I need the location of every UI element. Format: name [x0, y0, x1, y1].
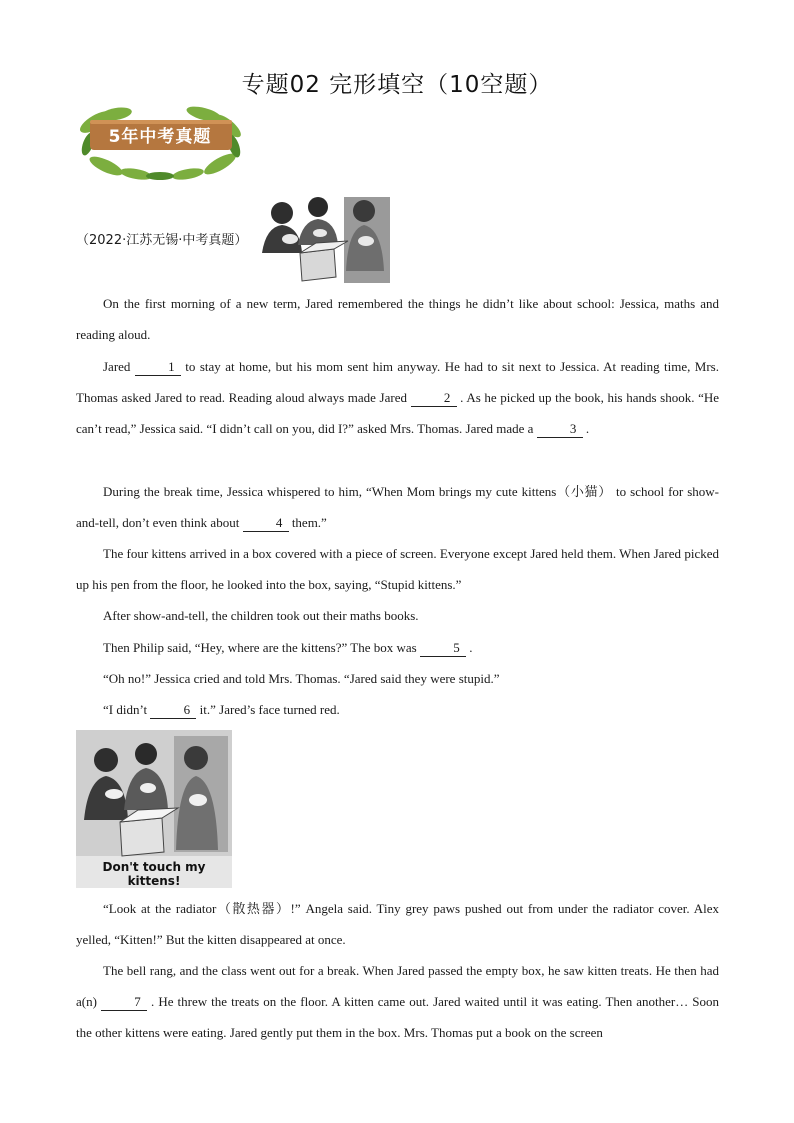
paragraph-5 — [76, 600, 719, 631]
paragraph-7 — [76, 663, 719, 694]
paragraph-6 — [76, 632, 719, 663]
paragraph-text: it.” Jared’s face turned red. — [196, 702, 340, 717]
paragraph-text: “Oh no!” Jessica cried and told Mrs. Thomas. “Jared said they were stupid.” — [103, 671, 500, 686]
image-caption: Don't touch my kittens! — [102, 860, 206, 888]
question-source: （2022·江苏无锡·中考真题） — [76, 233, 248, 248]
paragraph-text: . As he picked up the book, his hands shook. “He can’t read,” Jessica said. “I didn’t call on you, did I?” asked Mrs. Thomas. Jared made a — [76, 390, 719, 436]
children-kittens-icon — [256, 193, 392, 285]
paragraph-text: The bell rang, and the class went out for a break. When Jared passed the empty box, he saw kitten treats. He then had a(n) — [76, 963, 719, 1009]
section-banner — [76, 104, 246, 182]
paragraph-10 — [76, 955, 719, 1048]
paragraph-9 — [76, 893, 719, 955]
blank-1: 1 — [135, 359, 181, 376]
blank-7: 7 — [101, 994, 147, 1011]
paragraph-text: The four kittens arrived in a box covered with a piece of screen. Everyone except Jared held them. When Jared picked up his pen from the floor, he looked into the box, saying, “Stupid kittens.” — [76, 546, 719, 592]
paragraph-2 — [76, 351, 719, 444]
paragraph-text: Then Philip said, “Hey, where are the kittens?” The box was — [103, 640, 420, 655]
paragraph-text: “I didn’t — [103, 702, 151, 717]
blank-6: 6 — [150, 702, 196, 719]
paragraph-text: them.” — [288, 515, 327, 530]
blank-2: 2 — [411, 390, 457, 407]
paragraph-text: Jared — [103, 359, 135, 374]
paragraph-3 — [76, 476, 719, 538]
paragraph-text: . — [465, 640, 473, 655]
banner-label: 5年中考真题 — [108, 127, 212, 147]
blank-3: 3 — [537, 421, 583, 438]
paragraph-text: . — [582, 421, 590, 436]
paragraph-text: . He threw the treats on the floor. A kitten came out. Jared waited until it was eating. Then another… Soon the other kittens were eating. Jared gently put them in the box. Mrs. Thomas put a book on the screen — [76, 994, 719, 1040]
paragraph-text: “Look at the radiator（散热器）!” Angela said. Tiny grey paws pushed out from under the radiator cover. Alex yelled, “Kitten!” But the kitten disappeared at once. — [76, 901, 719, 947]
blank-4: 4 — [243, 515, 289, 532]
kittens-illustration-small — [256, 193, 392, 285]
blank-5: 5 — [420, 640, 466, 657]
paragraph-4 — [76, 538, 719, 600]
paragraph-text: After show-and-tell, the children took out their maths books. — [103, 608, 419, 623]
paragraph-1 — [76, 288, 719, 350]
paragraph-text: to stay at home, but his mom sent him anyway. He had to sit next to Jessica. At reading time, Mrs. Thomas asked Jared to read. Reading aloud always made Jared — [76, 359, 719, 405]
paragraph-text: During the break time, Jessica whispered to him, “When Mom brings my cute kittens（小猫） to school for show-and-tell, don’t even think about — [76, 484, 719, 530]
page-title: 专题02 完形填空（10空题） — [241, 72, 553, 98]
kittens-illustration-large — [76, 730, 232, 888]
paragraph-8 — [76, 694, 719, 725]
paragraph-text: On the first morning of a new term, Jared remembered the things he didn’t like about school: Jessica, maths and reading aloud. — [76, 296, 719, 342]
